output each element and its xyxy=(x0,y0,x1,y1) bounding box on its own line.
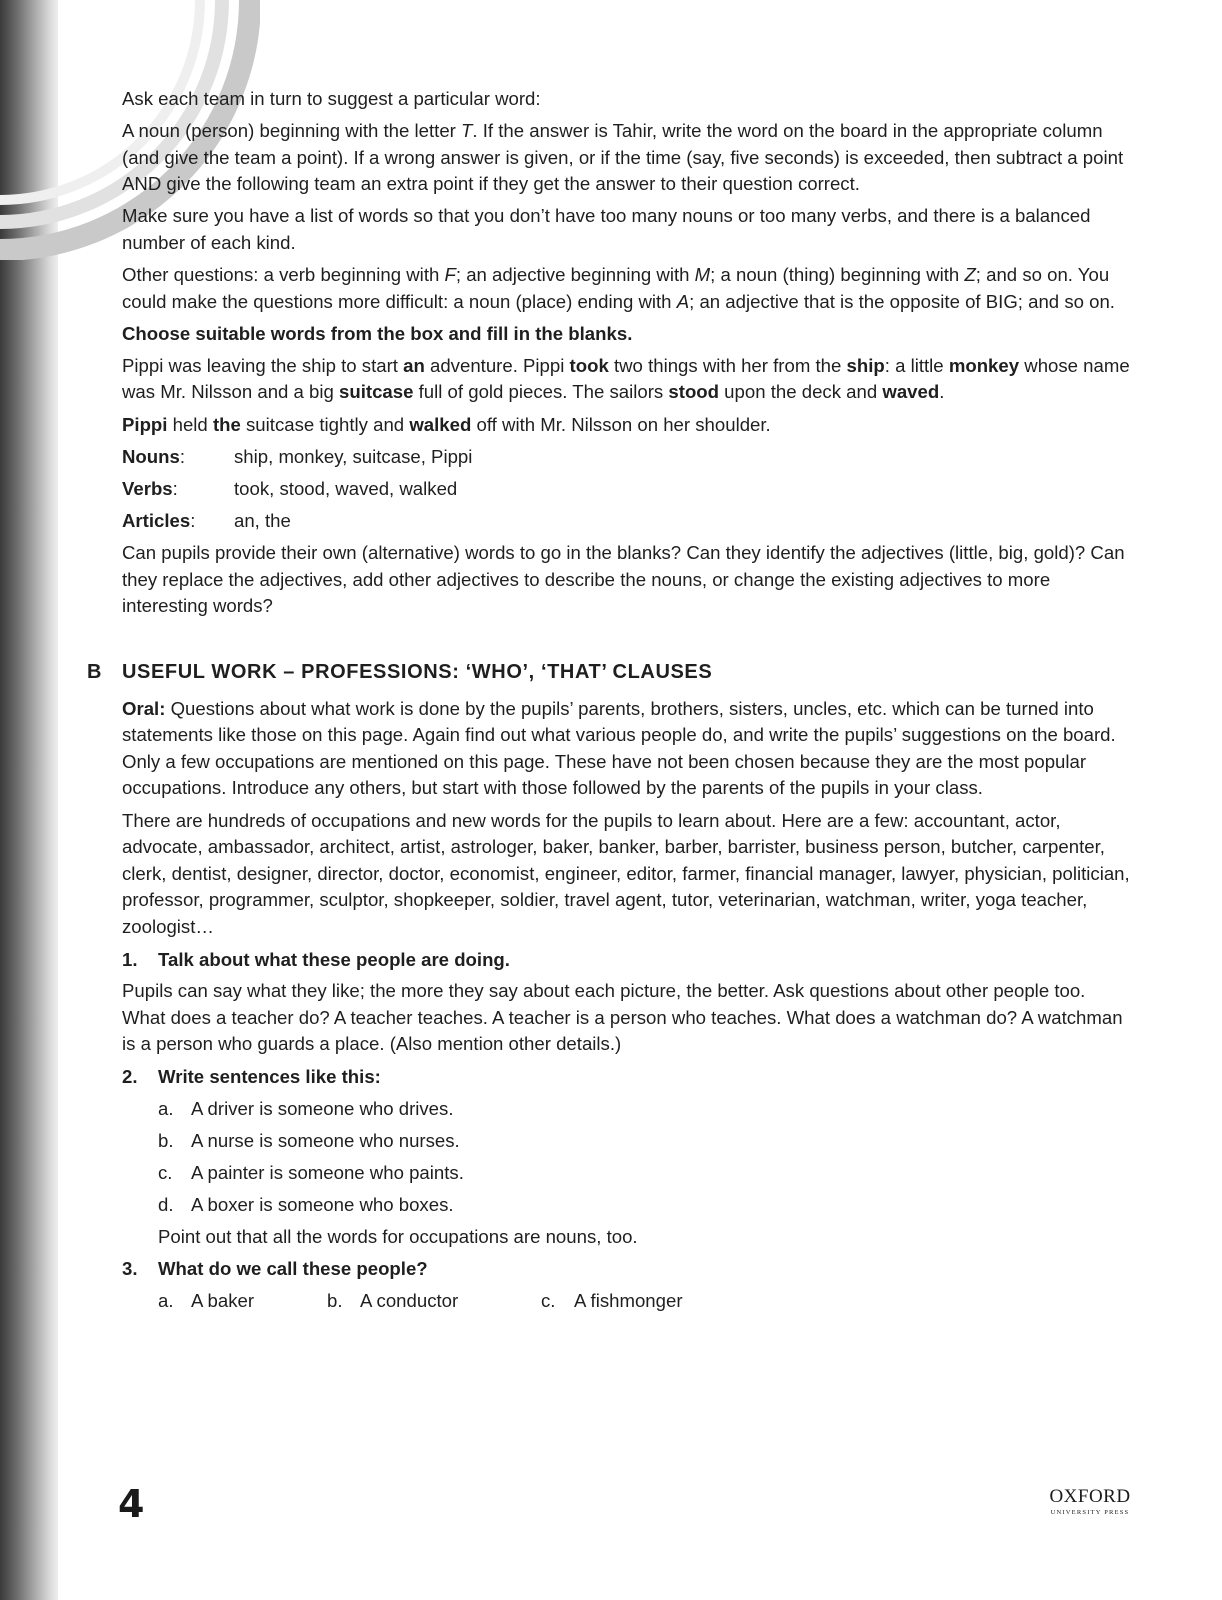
list-item: a. A driver is someone who drives. xyxy=(158,1097,454,1119)
section-b-heading xyxy=(87,658,1132,686)
word-row-verbs xyxy=(122,476,1132,503)
word-row-nouns xyxy=(122,444,1132,471)
logo-main-text: OXFORD xyxy=(1049,1486,1131,1507)
word-row-words: took, stood, waved, walked xyxy=(234,477,458,499)
option-item: a. A baker xyxy=(158,1290,255,1312)
intro-paragraph-3: Make sure you have a list of words so that you don’t have too many nouns or too many verbs, and there is a balanced number of each kind. xyxy=(122,205,1091,253)
publisher-logo xyxy=(1040,1484,1140,1518)
intro-paragraph-1: Ask each team in turn to suggest a particular word: xyxy=(122,88,541,109)
question-1-answer: Pupils can say what they like; the more they say about each picture, the better. Ask questions about other people too. What does a teacher do? A teacher teaches. A teacher is a person who teaches. What does a watchman do? A watchman is a person who guards a place. (Also mention other details.) xyxy=(122,980,1123,1055)
list-item: d. A boxer is someone who boxes. xyxy=(158,1193,454,1215)
exercise-paragraph-1: Pippi was leaving the ship to start an adventure. Pippi took two things with her from the ship: a little monkey whose name was Mr. Nilsson and a big suitcase full of gold pieces. The sailors stood upon the deck and waved. xyxy=(122,354,1130,403)
option-item: c. A fishmonger xyxy=(541,1290,683,1312)
occupations-paragraph: There are hundreds of occupations and new words for the pupils to learn about. Here are a few: accountant, actor, advocate, ambassador, architect, artist, astrologer, baker, banker, barber, barrister, business person, butcher, carpenter, clerk, dentist, designer, director, doctor, economist, engineer, editor, farmer, financial manager, lawyer, physician, politician, professor, programmer, sculptor, shopkeeper, soldier, travel agent, tutor, veterinarian, watchman, writer, yoga teacher, zoologist… xyxy=(122,809,1130,937)
list-item: b. A nurse is someone who nurses. xyxy=(158,1129,460,1151)
question-3: 3. What do we call these people? xyxy=(122,1258,428,1280)
question-3-options xyxy=(122,1288,1132,1315)
option-item: b. A conductor xyxy=(327,1290,459,1312)
word-row-words: an, the xyxy=(234,509,291,531)
question-2-list xyxy=(122,1096,1132,1219)
page-number: 4 xyxy=(118,1482,145,1526)
question-2-note: Point out that all the words for occupations are nouns, too. xyxy=(158,1225,638,1247)
question-2: 2. Write sentences like this: xyxy=(122,1065,381,1087)
logo-sub-text: UNIVERSITY PRESS xyxy=(1050,1509,1130,1516)
list-item: c. A painter is someone who paints. xyxy=(158,1161,464,1183)
main-content xyxy=(87,86,1132,1315)
intro-paragraph-7: Can pupils provide their own (alternative) words to go in the blanks? Can they identify the adjectives (little, big, gold)? Can they replace the adjectives, add other adjectives to describe the nouns, or change the existing adjectives to more interesting words? xyxy=(122,541,1125,617)
exercise-paragraph-2: Pippi held the suitcase tightly and walked off with Mr. Nilsson on her shoulder. xyxy=(122,413,771,435)
word-row-articles xyxy=(122,508,1132,535)
intro-paragraph-2: A noun (person) beginning with the letter T. If the answer is Tahir, write the word on the board in the appropriate column (and give the team a point). If a wrong answer is given, or if the time (say, five seconds) is exceeded, then subtract a point AND give the following team an extra point if they get the answer to their question correct. xyxy=(122,120,1124,195)
section-letter: B xyxy=(87,660,103,683)
section-title: USEFUL WORK – PROFESSIONS: ‘WHO’, ‘THAT’ CLAUSES xyxy=(122,660,713,683)
exercise-instruction: Choose suitable words from the box and fill in the blanks. xyxy=(122,322,633,344)
word-row-label: Articles: xyxy=(122,509,196,531)
oral-paragraph: Oral: Questions about what work is done by the pupils’ parents, brothers, sisters, uncles, etc. which can be turned into statements like those on this page. Again find out what various people do, and write the pupils’ suggestions on the board. Only a few occupations are mentioned on this page. These have not been chosen because they are the most popular occupations. Introduce any others, but start with those followed by the parents of the pupils in your class. xyxy=(122,697,1116,799)
question-1: 1. Talk about what these people are doing. xyxy=(122,948,510,970)
word-row-words: ship, monkey, suitcase, Pippi xyxy=(234,445,473,467)
word-row-label: Verbs: xyxy=(122,477,178,499)
intro-paragraph-4: Other questions: a verb beginning with F; an adjective beginning with M; a noun (thing) beginning with Z; and so on. You could make the questions more difficult: a noun (place) ending with A; an adjective that is the opposite of BIG; and so on. xyxy=(122,264,1115,312)
word-row-label: Nouns: xyxy=(122,445,186,467)
